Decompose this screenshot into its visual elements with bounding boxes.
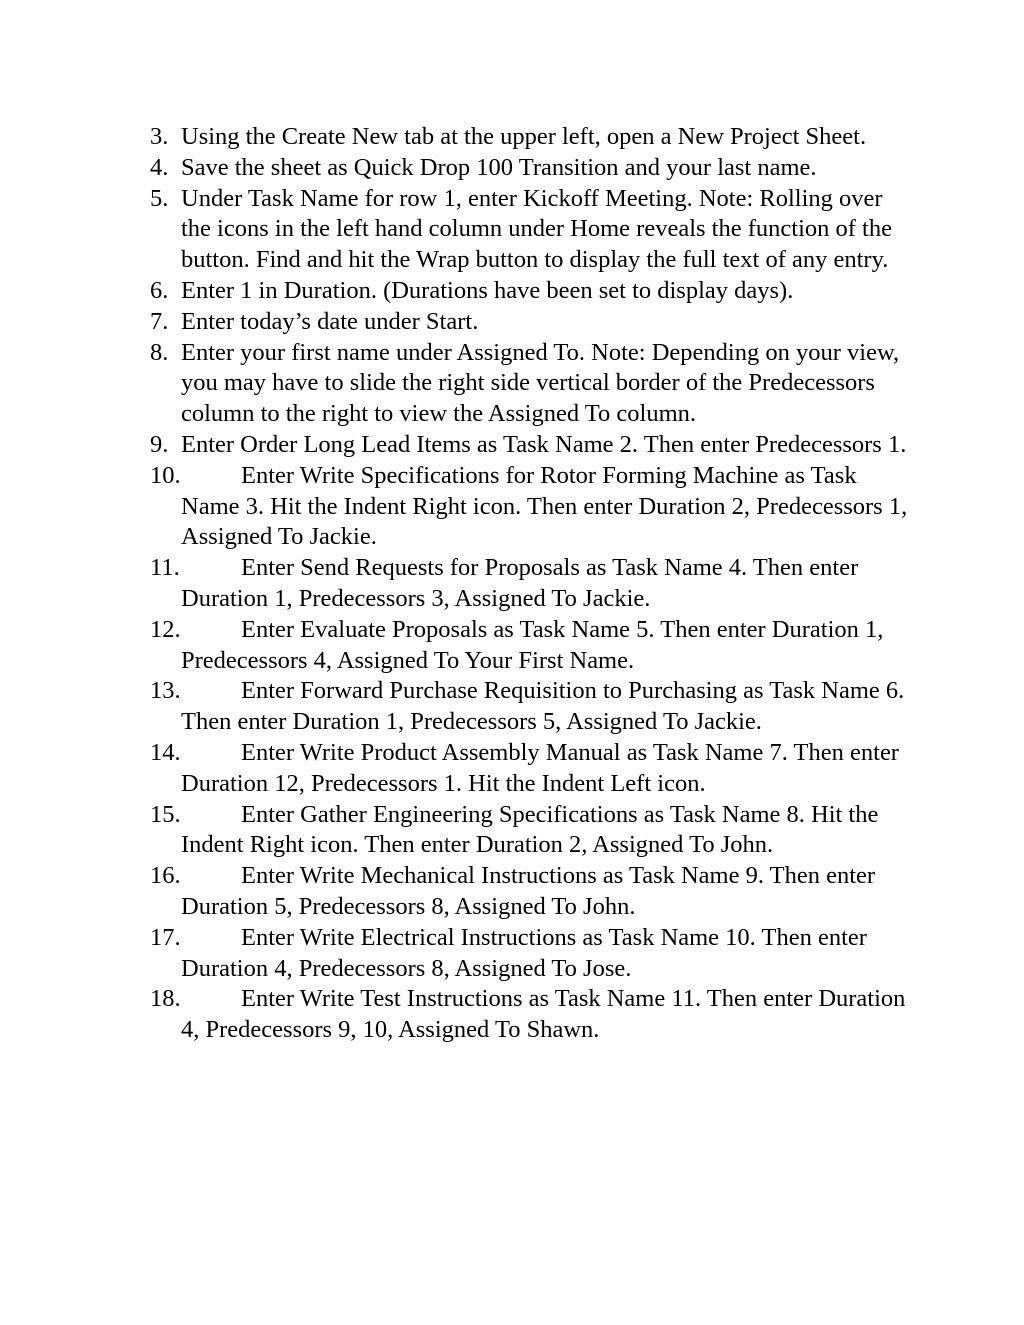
step-text: Enter Write Electrical Instructions as Task Name 10. Then enter Duration 4, Predecessors 8, Assigned To Jose.: [181, 923, 867, 982]
step-number: 18.: [150, 985, 181, 1013]
step-text: Enter Order Long Lead Items as Task Name 2. Then enter Predecessors 1.: [181, 430, 907, 458]
list-item: [150, 184, 910, 276]
list-item: [150, 430, 910, 461]
instruction-list: [150, 122, 910, 1046]
list-item: [150, 153, 910, 184]
step-text: Save the sheet as Quick Drop 100 Transition and your last name.: [181, 153, 817, 181]
step-number: 5.: [150, 184, 169, 212]
step-text: Enter today’s date under Start.: [181, 307, 479, 335]
step-number: 17.: [150, 923, 181, 951]
step-text: Using the Create New tab at the upper left, open a New Project Sheet.: [181, 123, 867, 150]
list-item: [150, 276, 910, 307]
list-item: [150, 461, 910, 553]
list-item: [150, 676, 910, 738]
step-number: 7.: [150, 307, 169, 335]
step-text: Enter Gather Engineering Specifications as Task Name 8. Hit the Indent Right icon. Then enter Duration 2, Assigned To John.: [181, 800, 879, 859]
list-item: [150, 122, 910, 153]
step-number: 4.: [150, 153, 169, 181]
list-item: [150, 923, 910, 985]
step-number: 9.: [150, 430, 169, 458]
step-text: Enter Write Mechanical Instructions as Task Name 9. Then enter Duration 5, Predecessors 8, Assigned To John.: [181, 862, 876, 920]
list-item: [150, 738, 910, 800]
step-text: Enter Send Requests for Proposals as Task Name 4. Then enter Duration 1, Predecessors 3, Assigned To Jackie.: [181, 554, 859, 612]
list-item: [150, 615, 910, 677]
step-text: Enter your first name under Assigned To. Note: Depending on your view, you may have to slide the right side vertical border of the Predecessors column to the right to view the Assigned To column.: [181, 338, 900, 428]
list-item: [150, 984, 910, 1046]
step-text: Enter Write Test Instructions as Task Name 11. Then enter Duration 4, Predecessors 9, 10, Assigned To Shawn.: [181, 985, 906, 1044]
list-item: [150, 861, 910, 923]
step-text: Enter Evaluate Proposals as Task Name 5. Then enter Duration 1, Predecessors 4, Assigned To Your First Name.: [181, 615, 884, 674]
step-number: 12.: [150, 615, 181, 643]
step-text: Enter 1 in Duration. (Durations have been set to display days).: [181, 276, 794, 304]
list-item: [150, 307, 910, 338]
step-number: 10.: [150, 461, 181, 489]
step-number: 3.: [150, 123, 169, 150]
list-item: [150, 553, 910, 615]
list-item: [150, 800, 910, 862]
step-number: 14.: [150, 738, 181, 766]
step-text: Under Task Name for row 1, enter Kickoff Meeting. Note: Rolling over the icons in the left hand column under Home reveals the function of the button. Find and hit the Wrap button to display the full text of any entry.: [181, 184, 892, 274]
step-number: 13.: [150, 677, 181, 705]
list-item: [150, 338, 910, 430]
step-number: 6.: [150, 276, 169, 304]
step-text: Enter Write Product Assembly Manual as Task Name 7. Then enter Duration 12, Predecessors 1. Hit the Indent Left icon.: [181, 738, 899, 797]
step-text: Enter Forward Purchase Requisition to Purchasing as Task Name 6. Then enter Duration 1, Predecessors 5, Assigned To Jackie.: [181, 677, 905, 736]
step-number: 11.: [150, 554, 180, 582]
step-number: 8.: [150, 338, 169, 366]
step-text: Enter Write Specifications for Rotor Forming Machine as Task Name 3. Hit the Indent Right icon. Then enter Duration 2, Predecessors 1, Assigned To Jackie.: [181, 461, 908, 551]
step-number: 16.: [150, 862, 181, 890]
step-number: 15.: [150, 800, 181, 828]
